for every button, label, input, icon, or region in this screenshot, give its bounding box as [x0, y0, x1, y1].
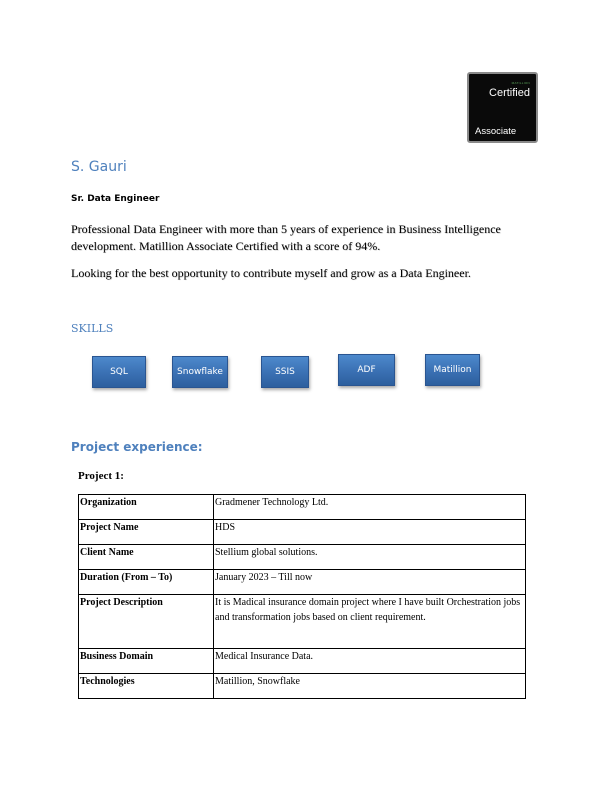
row-value: HDS — [214, 520, 526, 545]
skill-snowflake: Snowflake — [172, 356, 228, 388]
project-1-label: Project 1: — [78, 470, 124, 482]
candidate-name: S. Gauri — [71, 159, 127, 175]
table-row — [79, 520, 526, 545]
badge-brand: MATILLION — [511, 81, 530, 85]
row-key: Business Domain — [79, 649, 214, 674]
row-key: Organization — [79, 495, 214, 520]
career-goal: Looking for the best opportunity to contribute myself and grow as a Data Engineer. — [71, 266, 471, 280]
table-row — [79, 545, 526, 570]
row-value: It is Madical insurance domain project where I have built Orchestration jobs and transformation jobs based on client requirement. — [214, 595, 526, 649]
badge-level: Associate — [475, 126, 517, 137]
row-value: Matillion, Snowflake — [214, 674, 526, 699]
badge-title: Certified — [489, 87, 530, 99]
row-key: Project Name — [79, 520, 214, 545]
table-row — [79, 495, 526, 520]
row-value: January 2023 – Till now — [214, 570, 526, 595]
table-row — [79, 674, 526, 699]
project-1-table — [78, 494, 526, 699]
row-value: Gradmener Technology Ltd. — [214, 495, 526, 520]
table-row — [79, 649, 526, 674]
skill-ssis: SSIS — [261, 356, 309, 388]
row-value: Medical Insurance Data. — [214, 649, 526, 674]
project-experience-heading: Project experience: — [71, 440, 203, 454]
skill-adf: ADF — [338, 354, 395, 386]
skills-heading: SKILLS — [71, 322, 114, 335]
profile-summary: Professional Data Engineer with more than 5 years of experience in Business Intelligence development. Matillion Associate Certified with a score of 94%. — [71, 222, 501, 253]
candidate-role: Sr. Data Engineer — [71, 194, 160, 204]
row-key: Technologies — [79, 674, 214, 699]
table-row — [79, 570, 526, 595]
row-key: Duration (From – To) — [79, 570, 214, 595]
row-key: Project Description — [79, 595, 214, 649]
table-row — [79, 595, 526, 649]
row-value: Stellium global solutions. — [214, 545, 526, 570]
skill-sql: SQL — [92, 356, 146, 388]
skill-matillion: Matillion — [425, 354, 480, 386]
matillion-certified-badge — [467, 72, 538, 143]
row-key: Client Name — [79, 545, 214, 570]
